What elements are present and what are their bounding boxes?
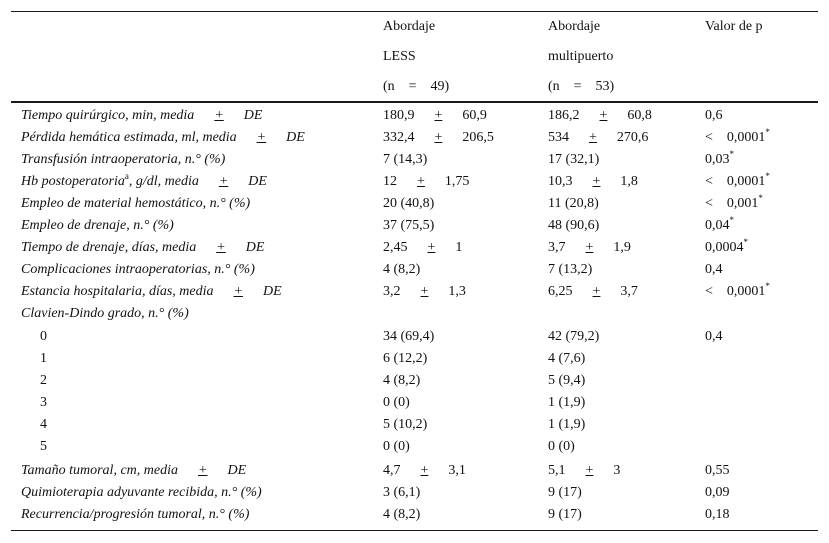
p-value <box>705 485 730 501</box>
p-value <box>705 237 748 256</box>
less-value <box>383 284 466 300</box>
row-label-text: 3 <box>40 395 47 410</box>
significance-mark: * <box>729 215 734 225</box>
row-label-text: Transfusión intraoperatoria, n.° (%) <box>21 152 226 167</box>
less-value <box>383 262 420 278</box>
less-value <box>383 130 494 146</box>
p-value-text: 0,4 <box>705 329 723 344</box>
p-value-text: 0,04 <box>705 218 730 233</box>
row-label <box>40 439 47 455</box>
plus-minus-sign: + <box>592 174 601 189</box>
multi-value-mean: 534 <box>548 130 569 145</box>
p-value-text: 0,18 <box>705 507 730 522</box>
multi-value-mean: 48 (90,6) <box>548 218 600 233</box>
row-label-text: Recurrencia/progresión tumoral, n.° (%) <box>21 507 250 522</box>
plus-minus-sign: + <box>427 240 436 255</box>
less-value-mean: 37 (75,5) <box>383 218 435 233</box>
less-value-sd: 1,3 <box>448 284 466 299</box>
row-label <box>21 284 282 300</box>
row-label <box>21 152 225 168</box>
row-label-text: 2 <box>40 373 47 388</box>
less-value <box>383 174 469 190</box>
multi-value <box>548 417 585 433</box>
p-value-text: 0,0004 <box>705 240 744 255</box>
p-value <box>705 507 730 523</box>
significance-mark: * <box>765 171 770 181</box>
row-label <box>21 463 246 479</box>
row-label-text: Clavien-Dindo grado, n.° (%) <box>21 306 189 321</box>
plus-minus-sign: + <box>233 284 243 299</box>
label-footnote-mark: a <box>124 171 129 181</box>
p-value-text: 0,03 <box>705 152 730 167</box>
significance-mark: * <box>758 193 763 203</box>
row-label-suffix: DE <box>286 130 305 145</box>
row-label-text: Pérdida hemática estimada, ml, media <box>21 130 237 145</box>
less-value-mean: 20 (40,8) <box>383 196 435 211</box>
row-label-text: Tamaño tumoral, cm, media <box>21 463 178 478</box>
less-value-mean: 4 (8,2) <box>383 373 421 388</box>
header-multi-line2: multipuerto <box>548 49 614 64</box>
less-value-mean: 3 (6,1) <box>383 485 421 500</box>
significance-mark: * <box>765 127 770 137</box>
less-value-mean: 0 (0) <box>383 439 410 454</box>
multi-value <box>548 196 599 212</box>
p-value-text: < 0,001 <box>705 196 759 211</box>
row-label <box>40 373 47 389</box>
p-value <box>705 463 730 479</box>
multi-value-mean: 1 (1,9) <box>548 395 586 410</box>
multi-value <box>548 485 582 501</box>
row-label <box>21 130 305 146</box>
less-value <box>383 196 434 212</box>
multi-value-mean: 5,1 <box>548 463 566 478</box>
row-label-text: 1 <box>40 351 47 366</box>
less-value <box>383 108 487 124</box>
less-value <box>383 351 427 367</box>
p-value <box>705 281 770 300</box>
plus-minus-sign: + <box>592 284 601 299</box>
row-label-text: Tiempo quirúrgico, min, media <box>21 108 195 123</box>
row-label-suffix: DE <box>243 108 263 123</box>
less-value <box>383 395 410 411</box>
header-bottom-rule <box>11 101 818 103</box>
multi-value <box>548 262 592 278</box>
multi-value <box>548 373 585 389</box>
less-value <box>383 218 434 234</box>
less-value <box>383 240 462 256</box>
row-label <box>21 306 189 322</box>
multi-value-mean: 10,3 <box>548 174 573 189</box>
row-label-suffix: DE <box>245 240 265 255</box>
row-label-tail: , g/dl, media <box>128 174 199 189</box>
multi-value <box>548 507 582 523</box>
header-p-value: Valor de p <box>705 19 763 34</box>
p-value-text: 0,6 <box>705 108 723 123</box>
row-label-text: Empleo de material hemostático, n.° (%) <box>21 196 251 211</box>
row-label <box>21 108 262 124</box>
less-value <box>383 507 420 523</box>
p-value-text: < 0,0001 <box>705 130 766 145</box>
row-label-text: Hb postoperatoria <box>21 174 125 189</box>
table-top-rule <box>11 11 818 12</box>
multi-value-sd: 270,6 <box>616 130 649 145</box>
multi-value <box>548 152 599 168</box>
multi-value <box>548 463 620 479</box>
p-value <box>705 215 734 234</box>
significance-mark: * <box>765 281 770 291</box>
multi-value-sd: 1,9 <box>613 240 631 255</box>
less-value-sd: 206,5 <box>462 130 494 145</box>
row-label-text: Complicaciones intraoperatorias, n.° (%) <box>21 262 255 277</box>
p-value <box>705 108 723 124</box>
row-label <box>21 218 174 234</box>
multi-value-mean: 5 (9,4) <box>548 373 586 388</box>
p-value-text: 0,55 <box>705 463 730 478</box>
less-value-mean: 4 (8,2) <box>383 507 421 522</box>
row-label <box>21 171 267 190</box>
multi-value <box>548 395 585 411</box>
p-value <box>705 262 723 278</box>
row-label-suffix: DE <box>262 284 282 299</box>
plus-minus-sign: + <box>585 240 594 255</box>
less-value-mean: 332,4 <box>383 130 415 145</box>
multi-value-mean: 4 (7,6) <box>548 351 586 366</box>
row-label-suffix: DE <box>227 463 247 478</box>
less-value <box>383 439 410 455</box>
multi-value <box>548 329 599 345</box>
plus-minus-sign: + <box>589 130 597 145</box>
less-value-sd: 1,75 <box>444 174 470 189</box>
plus-minus-sign: + <box>256 130 267 145</box>
p-value <box>705 193 763 212</box>
less-value-mean: 0 (0) <box>383 395 410 410</box>
plus-minus-sign: + <box>434 108 443 123</box>
less-value-sd: 60,9 <box>462 108 487 123</box>
row-label-text: 0 <box>40 329 47 344</box>
less-value-sd: 3,1 <box>448 463 466 478</box>
row-label <box>40 329 47 345</box>
p-value <box>705 171 770 190</box>
less-value-sd: 1 <box>455 240 463 255</box>
multi-value-mean: 6,25 <box>548 284 573 299</box>
less-value-mean: 180,9 <box>383 108 415 123</box>
table-bottom-rule <box>11 530 818 531</box>
multi-value <box>548 240 631 256</box>
significance-mark: * <box>743 237 748 247</box>
p-value <box>705 127 770 146</box>
row-label <box>40 395 47 411</box>
plus-minus-sign: + <box>218 174 229 189</box>
row-label-suffix: DE <box>248 174 267 189</box>
less-value-mean: 34 (69,4) <box>383 329 435 344</box>
multi-value <box>548 108 652 124</box>
row-label <box>40 417 47 433</box>
row-label-text: Estancia hospitalaria, días, media <box>21 284 214 299</box>
plus-minus-sign: + <box>198 463 208 478</box>
significance-mark: * <box>729 149 734 159</box>
plus-minus-sign: + <box>599 108 608 123</box>
less-value-mean: 5 (10,2) <box>383 417 428 432</box>
multi-value-sd: 3 <box>613 463 621 478</box>
less-value <box>383 463 466 479</box>
row-label <box>21 507 249 523</box>
plus-minus-sign: + <box>214 108 224 123</box>
multi-value <box>548 218 599 234</box>
p-value-text: < 0,0001 <box>705 284 766 299</box>
row-label-text: Tiempo de drenaje, días, media <box>21 240 197 255</box>
plus-minus-sign: + <box>420 284 429 299</box>
less-value-mean: 4 (8,2) <box>383 262 421 277</box>
multi-value <box>548 284 638 300</box>
row-label-text: Quimioterapia adyuvante recibida, n.° (%) <box>21 485 262 500</box>
multi-value <box>548 351 585 367</box>
less-value-mean: 7 (14,3) <box>383 152 428 167</box>
p-value <box>705 149 734 168</box>
plus-minus-sign: + <box>434 130 443 145</box>
multi-value-sd: 3,7 <box>620 284 638 299</box>
less-value <box>383 152 427 168</box>
header-less-line2: LESS <box>383 49 416 64</box>
less-value-mean: 3,2 <box>383 284 401 299</box>
less-value-mean: 4,7 <box>383 463 401 478</box>
header-less-line1: Abordaje <box>383 19 436 34</box>
plus-minus-sign: + <box>420 463 429 478</box>
less-value <box>383 373 420 389</box>
multi-value-sd: 60,8 <box>627 108 652 123</box>
less-value <box>383 417 427 433</box>
row-label <box>21 262 255 278</box>
multi-value-mean: 9 (17) <box>548 507 582 522</box>
p-value-text: < 0,0001 <box>705 174 766 189</box>
row-label <box>40 351 47 367</box>
plus-minus-sign: + <box>585 463 594 478</box>
multi-value-mean: 1 (1,9) <box>548 417 586 432</box>
multi-value <box>548 439 575 455</box>
row-label-text: 4 <box>40 417 47 432</box>
multi-value-mean: 0 (0) <box>548 439 575 454</box>
multi-value-mean: 17 (32,1) <box>548 152 600 167</box>
p-value-text: 0,4 <box>705 262 723 277</box>
multi-value-sd: 1,8 <box>620 174 638 189</box>
multi-value <box>548 174 638 190</box>
plus-minus-sign: + <box>216 240 226 255</box>
less-value <box>383 329 434 345</box>
plus-minus-sign: + <box>417 174 425 189</box>
less-value-mean: 12 <box>383 174 397 189</box>
multi-value-mean: 42 (79,2) <box>548 329 600 344</box>
multi-value-mean: 7 (13,2) <box>548 262 593 277</box>
p-value-text: 0,09 <box>705 485 730 500</box>
less-value-mean: 6 (12,2) <box>383 351 428 366</box>
header-multi-n: (n = 53) <box>548 79 615 94</box>
row-label <box>21 196 250 212</box>
row-label <box>21 240 264 256</box>
header-multi-line1: Abordaje <box>548 19 601 34</box>
p-value <box>705 329 723 345</box>
multi-value-mean: 3,7 <box>548 240 566 255</box>
row-label-text: Empleo de drenaje, n.° (%) <box>21 218 174 233</box>
header-less-n: (n = 49) <box>383 79 450 94</box>
multi-value-mean: 9 (17) <box>548 485 582 500</box>
row-label <box>21 485 262 501</box>
multi-value-mean: 11 (20,8) <box>548 196 599 211</box>
multi-value-mean: 186,2 <box>548 108 580 123</box>
less-value <box>383 485 420 501</box>
multi-value <box>548 130 648 146</box>
row-label-text: 5 <box>40 439 47 454</box>
less-value-mean: 2,45 <box>383 240 408 255</box>
